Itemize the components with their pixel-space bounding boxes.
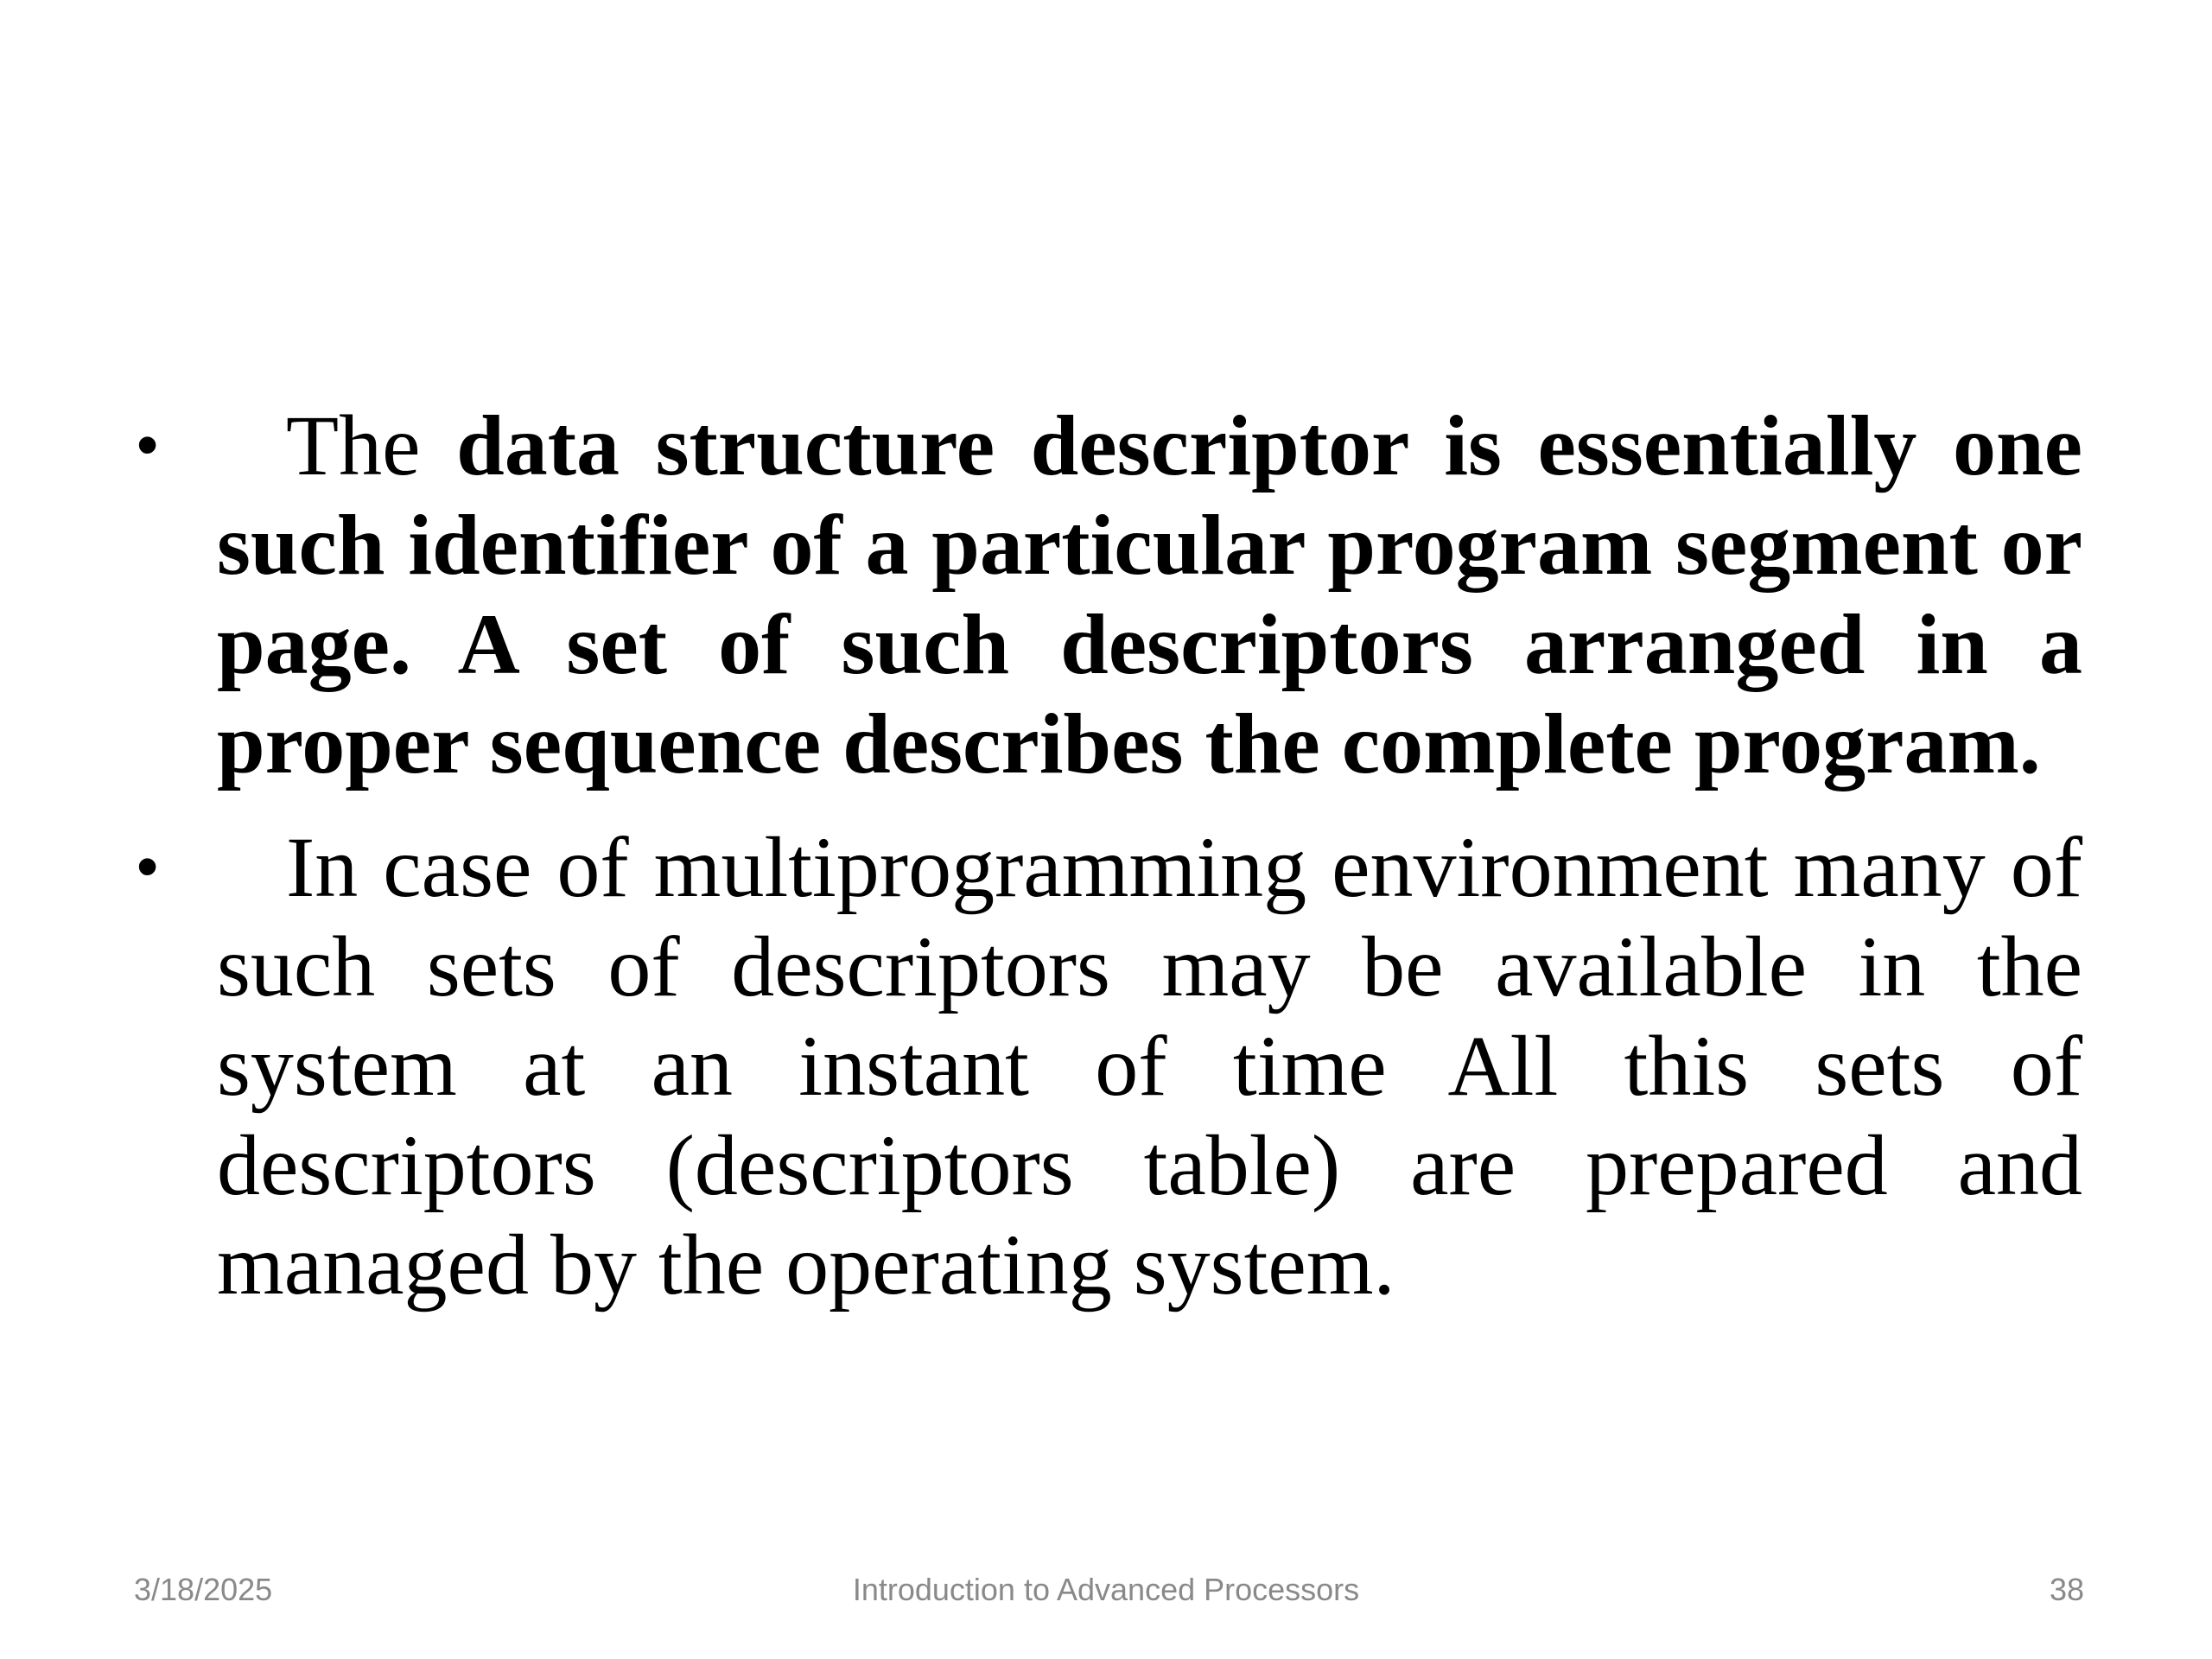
footer-title: Introduction to Advanced Processors [852, 1572, 1360, 1607]
bullet-1-lead: The [286, 397, 421, 493]
bullet-item-2 [137, 817, 2082, 1314]
footer-page-number: 38 [2049, 1572, 2084, 1607]
bullet-dot-icon: • [137, 410, 159, 480]
bullet-1-emphasis: data structure descriptor is essentially one such identifier of a particular program segment or page. A set of such descriptors arranged in a proper sequence describes the complete program. [217, 397, 2082, 791]
bullet-dot-icon: • [137, 832, 159, 901]
bullet-item-1 [137, 396, 2082, 793]
bullet-2-text: In case of multiprogramming environment many of such sets of descriptors may be available in the system at an instant of time All this sets of descriptors (descriptors table) are prepared and managed by the operating system. [217, 819, 2082, 1313]
footer-date: 3/18/2025 [134, 1572, 273, 1607]
slide-body [137, 396, 2082, 1338]
